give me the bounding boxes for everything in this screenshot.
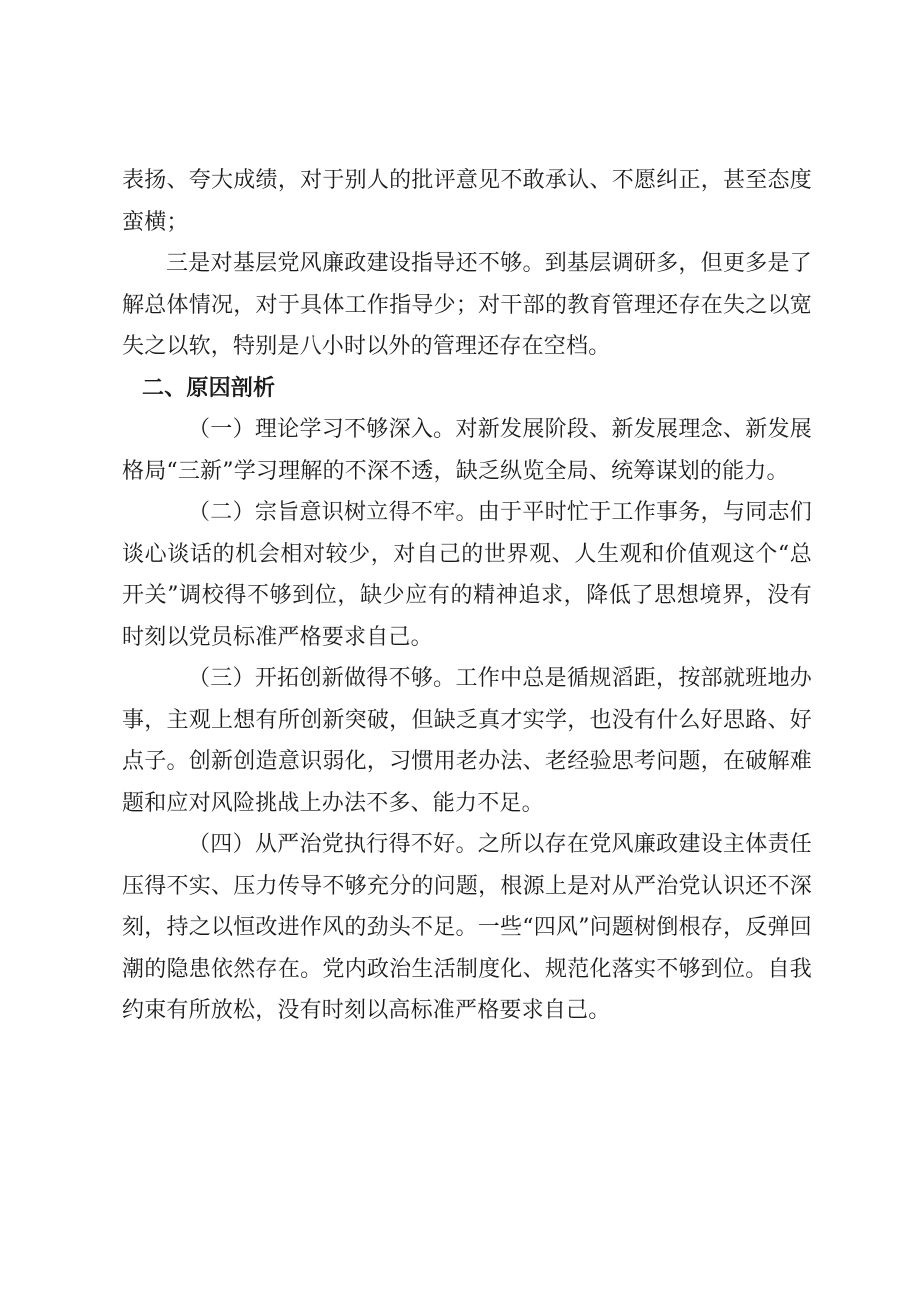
section-heading-cause-analysis: 二、原因剖析 (142, 375, 276, 401)
paragraph-cause-3: （三）开拓创新做得不够。工作中总是循规滔距，按部就班地办事，主观上想有所创新突破，但缺乏真才实学，也没有什么好思路、好点子。创新创造意识弱化，习惯用老办法、老经验思考问题，在破解难题和应对风险挑战上办法不多、能力不足。 (122, 666, 812, 816)
paragraph-continuation: 表扬、夸大成绩，对于别人的批评意见不敢承认、不愿纠正，甚至态度蛮横； (122, 168, 812, 235)
document-body (122, 160, 812, 1032)
paragraph-cause-2: （二）宗旨意识树立得不牢。由于平时忙于工作事务，与同志们谈心谈话的机会相对较少，对自己的世界观、人生观和价值观这个“总开关”调校得不够到位，缺少应有的精神追求，降低了思想境界，没有时刻以党员标准严格要求自己。 (122, 500, 812, 650)
paragraph-cause-4: （四）从严治党执行得不好。之所以存在党风廉政建设主体责任压得不实、压力传导不够充分的问题，根源上是对从严治党认识还不深刻，持之以恒改进作风的劲头不足。一些“四风”问题树倒根存，反弹回潮的隐患依然存在。党内政治生活制度化、规范化落实不够到位。自我约束有所放松，没有时刻以高标准严格要求自己。 (122, 832, 812, 1023)
paragraph-cause-1: （一）理论学习不够深入。对新发展阶段、新发展理念、新发展格局“三新”学习理解的不深不透，缺乏纵览全局、统筹谋划的能力。 (122, 417, 812, 484)
paragraph-third-point: 三是对基层党风廉政建设指导还不够。到基层调研多，但更多是了解总体情况，对于具体工作指导少；对干部的教育管理还存在失之以宽失之以软，特别是八小时以外的管理还存在空档。 (122, 251, 812, 359)
